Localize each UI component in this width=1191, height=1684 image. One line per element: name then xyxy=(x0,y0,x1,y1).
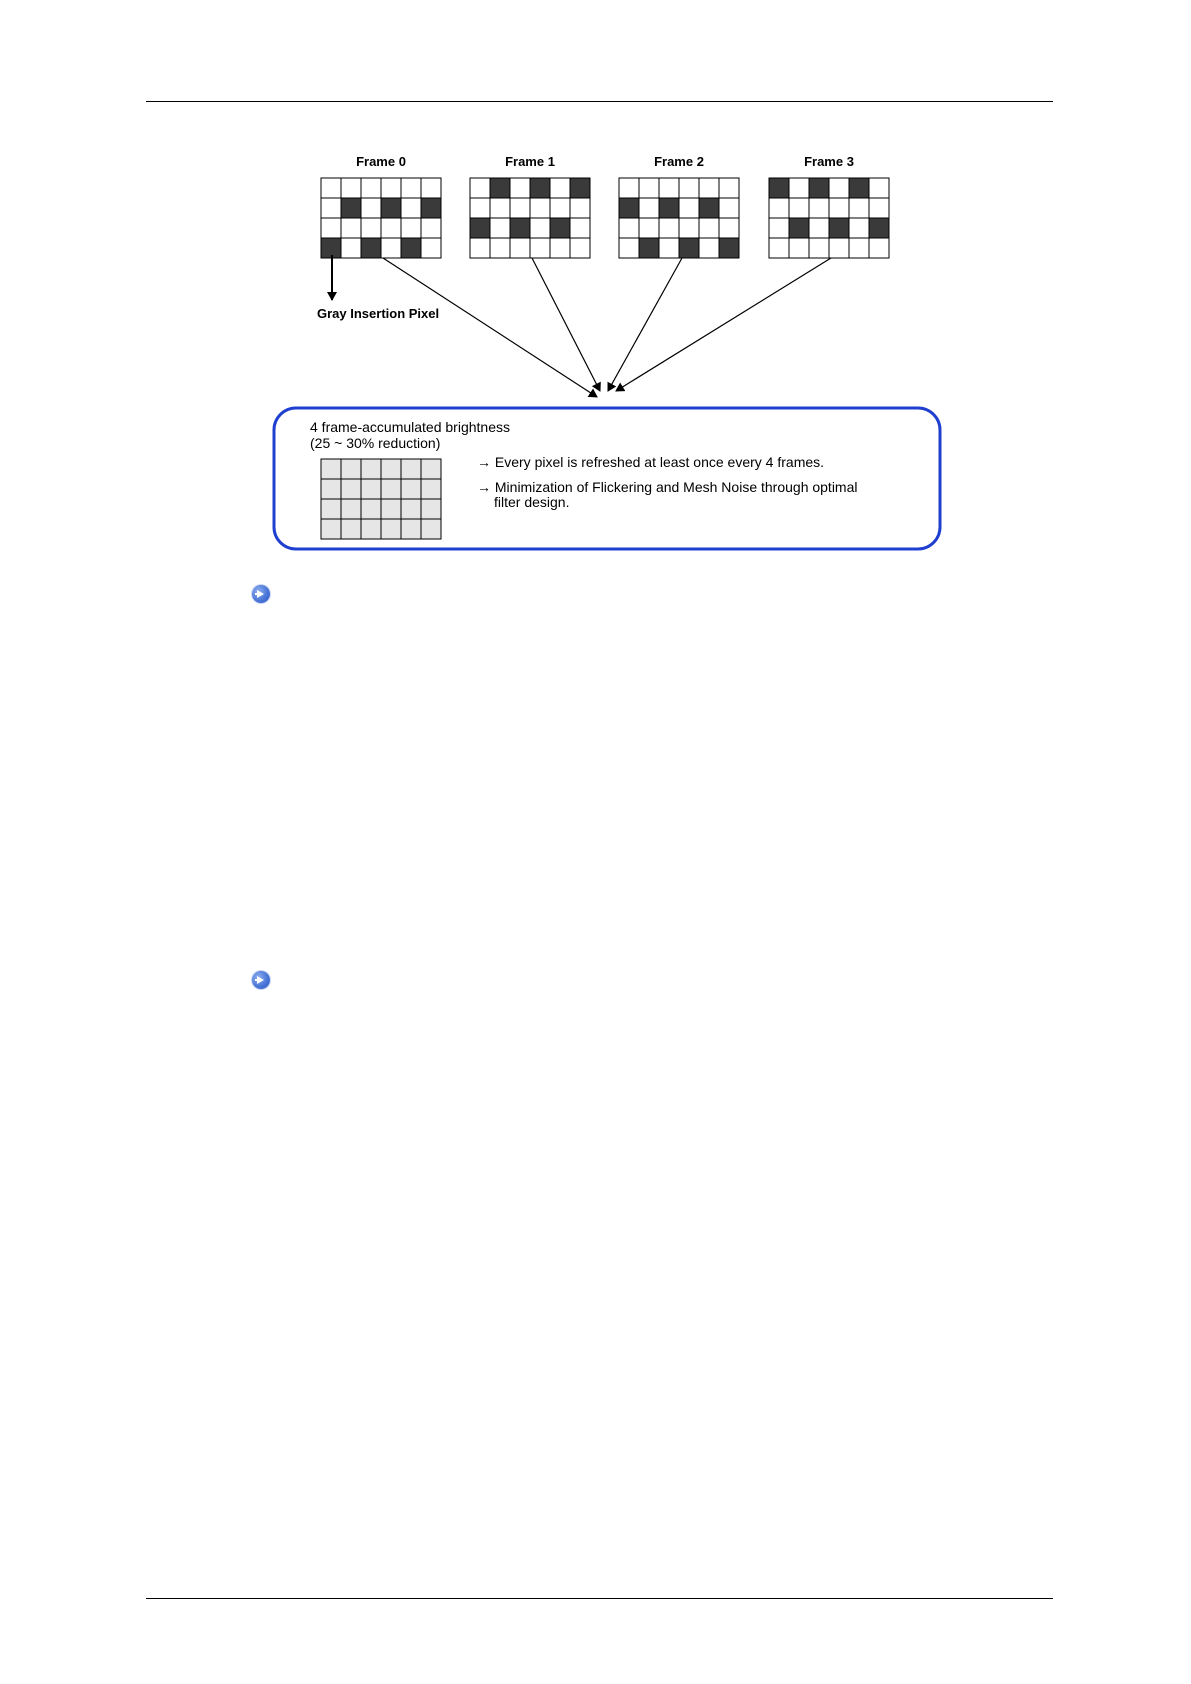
pixel xyxy=(619,178,639,198)
gray-pixel xyxy=(769,178,789,198)
gray-pixel xyxy=(789,218,809,238)
pixel xyxy=(401,459,421,479)
gray-pixel xyxy=(530,178,550,198)
pixel xyxy=(341,178,361,198)
pixel xyxy=(381,218,401,238)
pixel xyxy=(321,459,341,479)
gray-pixel xyxy=(401,238,421,258)
pixel xyxy=(869,178,889,198)
gray-pixel xyxy=(699,198,719,218)
gray-pixel xyxy=(361,238,381,258)
pixel xyxy=(490,218,510,238)
gray-pixel xyxy=(719,238,739,258)
gray-pixel xyxy=(869,218,889,238)
pixel xyxy=(361,479,381,499)
pixel xyxy=(381,178,401,198)
pixel xyxy=(421,519,441,539)
gray-pixel xyxy=(490,178,510,198)
pixel xyxy=(829,238,849,258)
pixel xyxy=(361,218,381,238)
arrow-circle-right-icon xyxy=(252,585,270,603)
frame-2-grid xyxy=(619,178,739,258)
pixel xyxy=(769,238,789,258)
pixel xyxy=(699,238,719,258)
pixel xyxy=(829,178,849,198)
summary-title-line1: 4 frame-accumulated brightness xyxy=(310,419,510,435)
pixel xyxy=(401,519,421,539)
pixel xyxy=(381,459,401,479)
pixel xyxy=(699,178,719,198)
pixel xyxy=(769,218,789,238)
pixel xyxy=(361,459,381,479)
pixel xyxy=(341,459,361,479)
pixel xyxy=(679,218,699,238)
pixel xyxy=(530,238,550,258)
pixel xyxy=(530,198,550,218)
frame-2-label: Frame 2 xyxy=(654,154,704,169)
pixel xyxy=(321,499,341,519)
pixel xyxy=(470,238,490,258)
pixel xyxy=(381,238,401,258)
pixel xyxy=(490,238,510,258)
pixel xyxy=(321,479,341,499)
pixel xyxy=(401,479,421,499)
gray-pixel xyxy=(381,198,401,218)
gray-pixel xyxy=(341,198,361,218)
pixel xyxy=(639,218,659,238)
pixel xyxy=(809,198,829,218)
pixel xyxy=(869,238,889,258)
frame-3-label: Frame 3 xyxy=(804,154,854,169)
pixel xyxy=(530,218,550,238)
pixel xyxy=(550,178,570,198)
pixel xyxy=(401,178,421,198)
summary-bullet-2-line1: → Minimization of Flickering and Mesh Noise through optimal xyxy=(477,479,858,495)
pixel xyxy=(361,178,381,198)
pixel xyxy=(381,519,401,539)
frame-2-arrow xyxy=(608,258,682,391)
frame-0-grid xyxy=(321,178,441,258)
pixel xyxy=(321,519,341,539)
pixel xyxy=(639,178,659,198)
gray-pixel xyxy=(550,218,570,238)
pixel xyxy=(401,198,421,218)
pixel xyxy=(381,479,401,499)
gray-pixel xyxy=(659,198,679,218)
pixel xyxy=(361,499,381,519)
pixel xyxy=(550,198,570,218)
footer-rule xyxy=(146,1598,1053,1599)
pixel xyxy=(570,218,590,238)
gray-pixel xyxy=(510,218,530,238)
pixel xyxy=(789,178,809,198)
pixel xyxy=(769,198,789,218)
pixel xyxy=(341,499,361,519)
pixel xyxy=(809,218,829,238)
frame-1-arrow xyxy=(532,258,600,391)
frame-3-grid xyxy=(769,178,889,258)
frame-0-arrow xyxy=(383,258,597,397)
pixel xyxy=(849,238,869,258)
pixel xyxy=(341,519,361,539)
gray-pixel xyxy=(421,198,441,218)
frame-1-grid xyxy=(470,178,590,258)
pixel xyxy=(659,238,679,258)
accumulated-brightness-grid xyxy=(321,459,441,539)
pixel xyxy=(510,198,530,218)
pixel xyxy=(570,198,590,218)
pixel xyxy=(869,198,889,218)
pixel xyxy=(470,178,490,198)
pixel xyxy=(829,198,849,218)
pixel xyxy=(401,218,421,238)
gray-insertion-label: Gray Insertion Pixel xyxy=(317,306,440,321)
pixel xyxy=(679,178,699,198)
pixel xyxy=(381,499,401,519)
gray-pixel xyxy=(849,178,869,198)
pixel xyxy=(570,238,590,258)
pixel xyxy=(699,218,719,238)
pixel xyxy=(401,499,421,519)
pixel xyxy=(421,178,441,198)
pixel xyxy=(421,459,441,479)
pixel xyxy=(619,218,639,238)
pixel xyxy=(470,198,490,218)
pixel xyxy=(789,238,809,258)
gray-pixel xyxy=(619,198,639,218)
gray-pixel xyxy=(570,178,590,198)
frame-3-arrow xyxy=(616,258,831,391)
pixel xyxy=(341,218,361,238)
summary-bullet-1: → Every pixel is refreshed at least once every 4 frames. xyxy=(477,454,825,470)
pixel xyxy=(809,238,829,258)
pixel xyxy=(361,519,381,539)
gray-pixel xyxy=(829,218,849,238)
pixel xyxy=(719,218,739,238)
summary-title-line2: (25 ~ 30% reduction) xyxy=(310,435,441,451)
pixel xyxy=(490,198,510,218)
arrow-circle-right-icon xyxy=(252,971,270,989)
summary-bullet-2-line2: filter design. xyxy=(494,494,570,510)
pixel xyxy=(639,198,659,218)
pixel xyxy=(421,238,441,258)
pixel xyxy=(849,218,869,238)
pixel xyxy=(849,198,869,218)
pixel xyxy=(341,238,361,258)
pixel xyxy=(719,178,739,198)
pixel xyxy=(321,198,341,218)
pixel xyxy=(321,178,341,198)
pixel xyxy=(421,479,441,499)
pixel xyxy=(510,178,530,198)
pixel xyxy=(659,218,679,238)
gray-pixel xyxy=(679,238,699,258)
gray-pixel xyxy=(470,218,490,238)
pixel xyxy=(679,198,699,218)
pixel xyxy=(421,499,441,519)
pixel xyxy=(361,198,381,218)
gray-pixel xyxy=(639,238,659,258)
pixel xyxy=(341,479,361,499)
pixel xyxy=(659,178,679,198)
pixel xyxy=(789,198,809,218)
pixel xyxy=(421,218,441,238)
gray-pixel xyxy=(809,178,829,198)
pixel xyxy=(719,198,739,218)
pixel xyxy=(550,238,570,258)
pixel xyxy=(510,238,530,258)
pixel xyxy=(321,218,341,238)
pixel xyxy=(619,238,639,258)
frame-1-label: Frame 1 xyxy=(505,154,555,169)
frame-0-label: Frame 0 xyxy=(356,154,406,169)
